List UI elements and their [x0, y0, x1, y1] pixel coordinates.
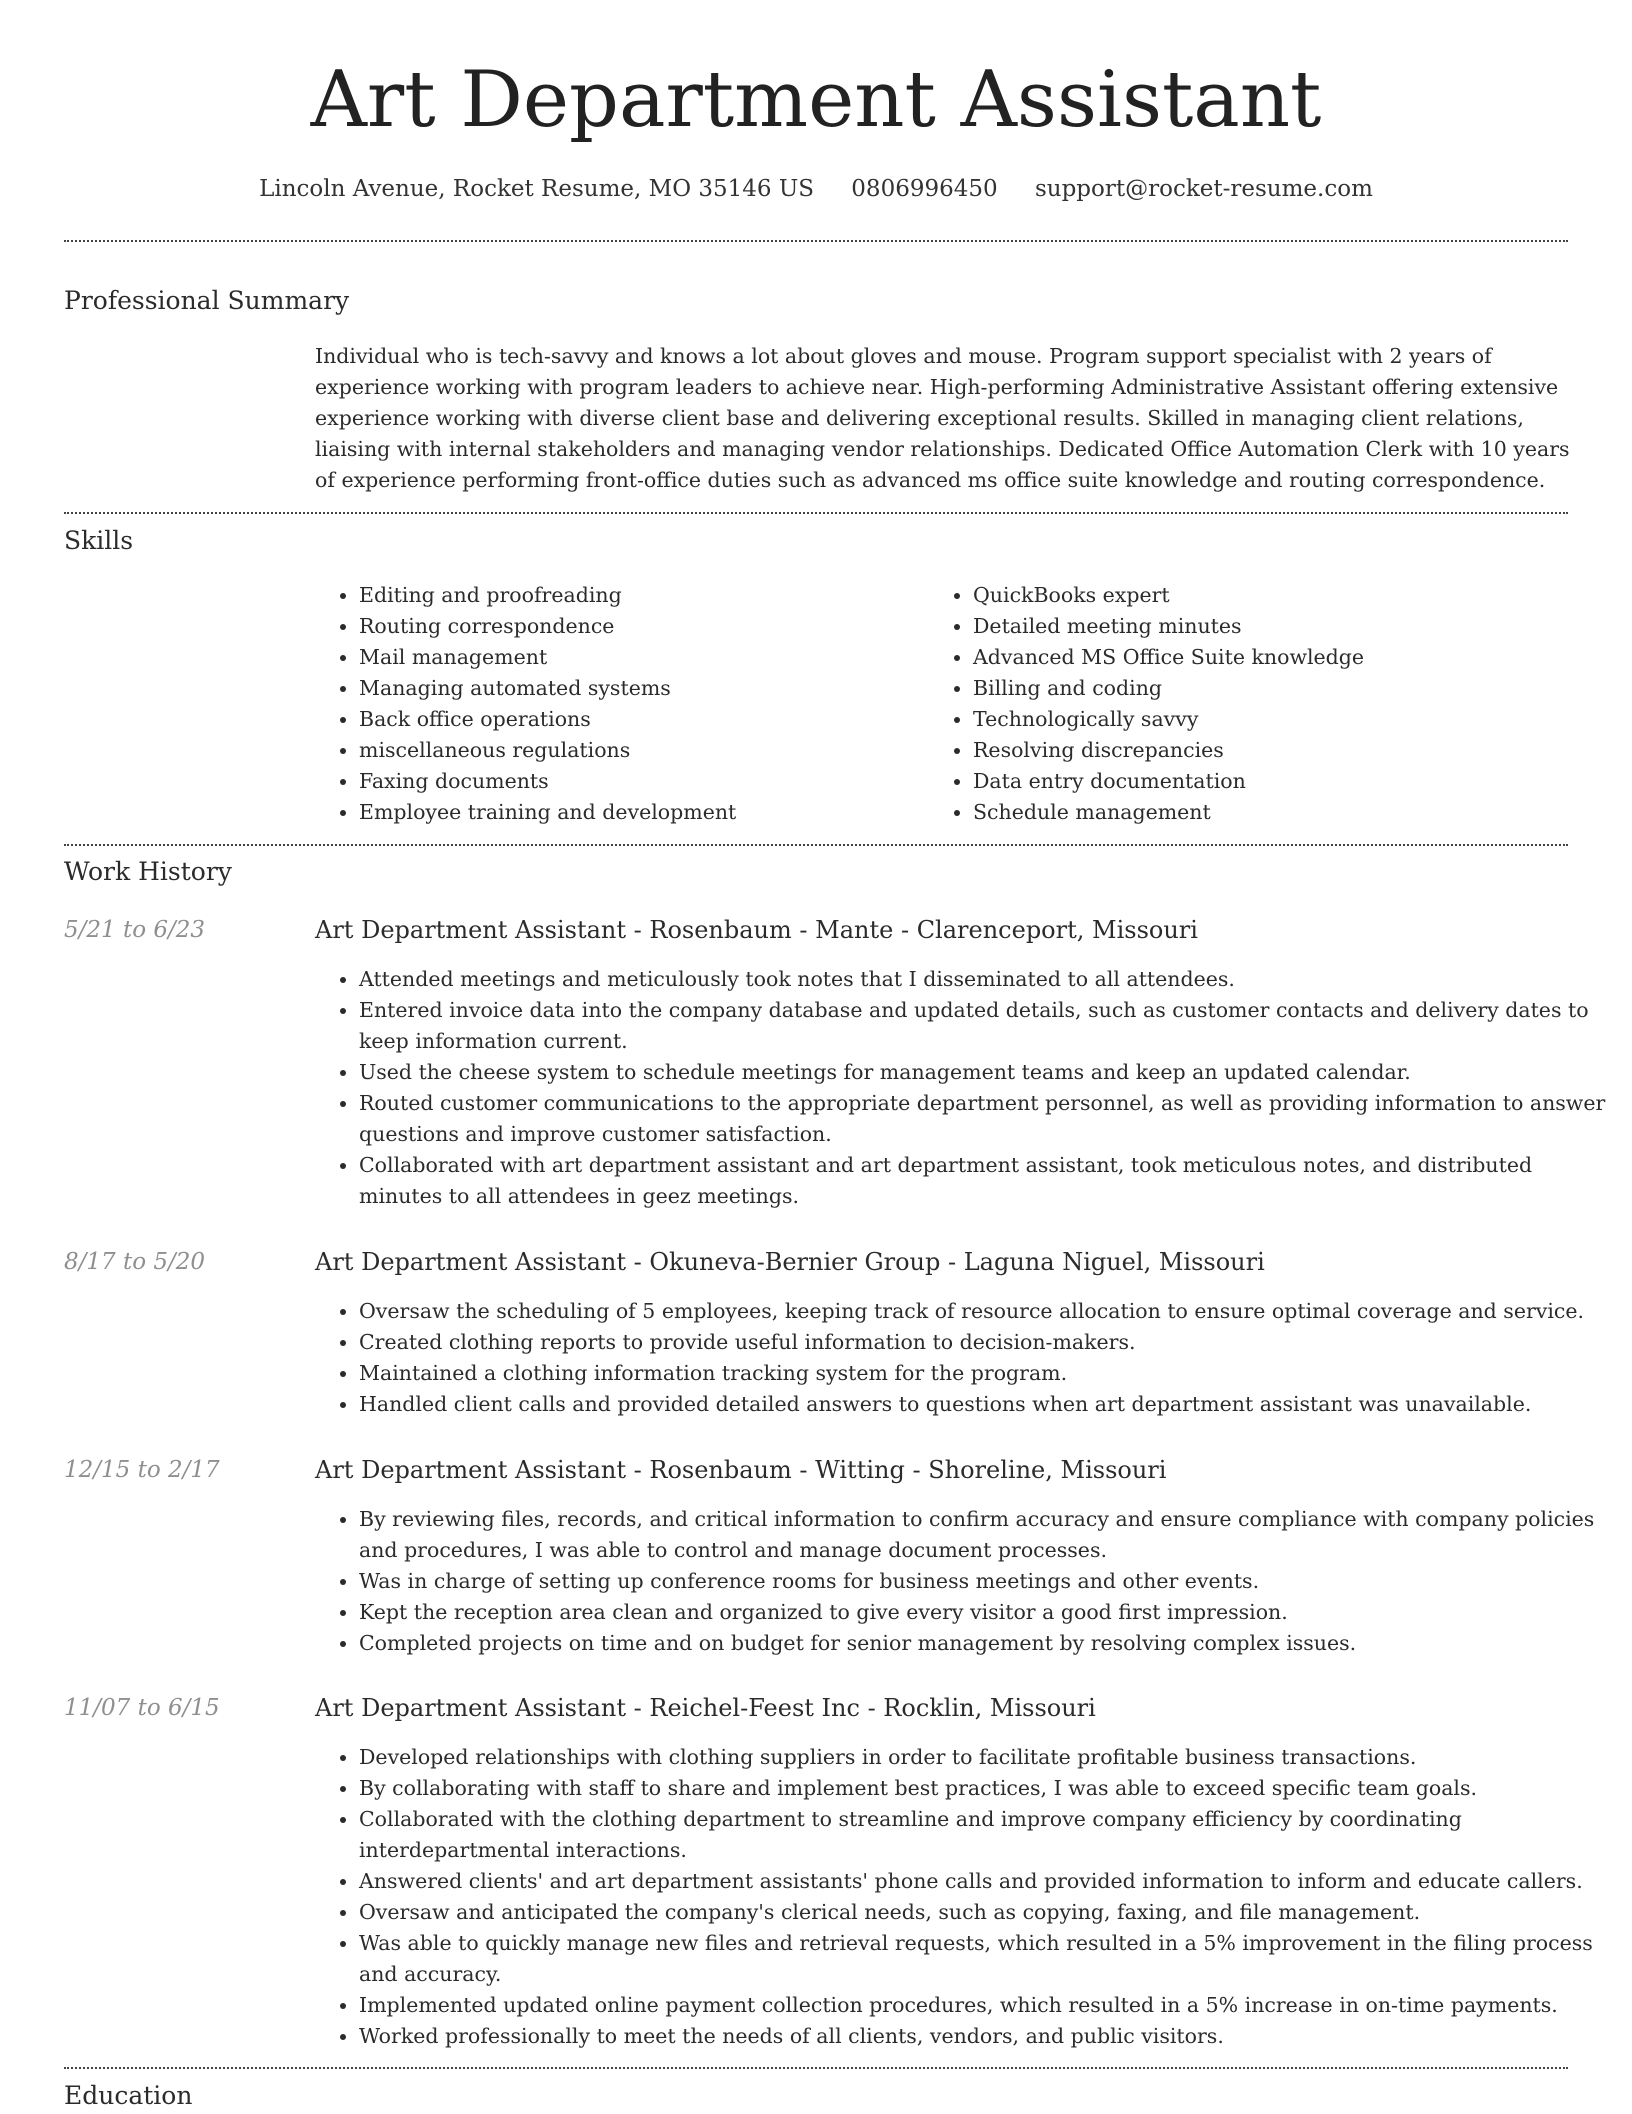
job-bullets [315, 964, 1621, 1212]
contact-phone: 0806996450 [851, 176, 998, 202]
contact-email[interactable]: support@rocket-resume.com [1034, 176, 1373, 202]
skill-item: • Advanced MS Office Suite knowledge [973, 642, 1533, 673]
skill-item: • QuickBooks expert [973, 580, 1533, 611]
job-bullet: • Maintained a clothing information tracking system for the program. [359, 1358, 1621, 1389]
job-title: Art Department Assistant - Reichel-Feest Inc - Rocklin, Missouri [315, 1694, 1096, 1722]
education-heading: Education [64, 2081, 193, 2110]
job-title: Art Department Assistant - Rosenbaum - Witting - Shoreline, Missouri [315, 1456, 1167, 1484]
skill-item: • Editing and proofreading [359, 580, 919, 611]
job-bullets [315, 1296, 1621, 1420]
job-bullet: • Was in charge of setting up conference rooms for business meetings and other events. [359, 1566, 1621, 1597]
job-bullet: • Oversaw the scheduling of 5 employees, keeping track of resource allocation to ensure optimal coverage and service. [359, 1296, 1621, 1327]
job-bullet: • Used the cheese system to schedule meetings for management teams and keep an updated calendar. [359, 1057, 1621, 1088]
skill-item: • Employee training and development [359, 797, 919, 828]
skill-item: • miscellaneous regulations [359, 735, 919, 766]
job-bullet: • Handled client calls and provided detailed answers to questions when art department assistant was unavailable. [359, 1389, 1621, 1420]
job-bullet: • Completed projects on time and on budget for senior management by resolving complex issues. [359, 1628, 1621, 1659]
job-bullet: • Attended meetings and meticulously took notes that I disseminated to all attendees. [359, 964, 1621, 995]
skill-item: • Billing and coding [973, 673, 1533, 704]
job-bullet: • Kept the reception area clean and organized to give every visitor a good first impression. [359, 1597, 1621, 1628]
job-bullets [315, 1742, 1621, 2052]
job-bullet: • Answered clients' and art department assistants' phone calls and provided information to inform and educate callers. [359, 1866, 1621, 1897]
work-heading: Work History [64, 857, 232, 886]
job-bullet: • Entered invoice data into the company database and updated details, such as customer contacts and delivery dates to keep information current. [359, 995, 1621, 1057]
contact-address: Lincoln Avenue, Rocket Resume, MO 35146 US [259, 176, 814, 202]
job-bullet: • By reviewing files, records, and critical information to confirm accuracy and ensure compliance with company policies and procedures, I was able to control and manage document processes. [359, 1504, 1621, 1566]
skill-item: • Schedule management [973, 797, 1533, 828]
job-dates: 12/15 to 2/17 [64, 1457, 220, 1483]
skills-list-left [315, 580, 919, 828]
job-bullet: • Developed relationships with clothing suppliers in order to facilitate profitable business transactions. [359, 1742, 1621, 1773]
skill-item: • Mail management [359, 642, 919, 673]
summary-divider [64, 512, 1568, 514]
summary-text: Individual who is tech-savvy and knows a lot about gloves and mouse. Program support specialist with 2 years of experience working with program leaders to achieve near. High-performing Administrative Assistant offering extensive experience working with diverse client base and delivering exceptional results. Skilled in managing client relations, liaising with internal stakeholders and managing vendor relationships. Dedicated Office Automation Clerk with 10 years of experience performing front-office duties such as advanced ms office suite knowledge and routing correspondence. [315, 344, 1570, 492]
skills-list-right [929, 580, 1533, 828]
work-divider [64, 2067, 1568, 2069]
job-title: Art Department Assistant - Rosenbaum - Mante - Clarenceport, Missouri [315, 916, 1198, 944]
job-bullet: • Collaborated with the clothing department to streamline and improve company efficiency by coordinating interdepartmental interactions. [359, 1804, 1621, 1866]
job-title: Art Department Assistant - Okuneva-Bernier Group - Laguna Niguel, Missouri [315, 1248, 1265, 1276]
summary-heading: Professional Summary [64, 286, 350, 315]
job-bullet: • Created clothing reports to provide useful information to decision-makers. [359, 1327, 1621, 1358]
skill-item: • Faxing documents [359, 766, 919, 797]
job-bullet: • Routed customer communications to the appropriate department personnel, as well as providing information to answer questions and improve customer satisfaction. [359, 1088, 1621, 1150]
job-bullet: • Oversaw and anticipated the company's clerical needs, such as copying, faxing, and file management. [359, 1897, 1621, 1928]
job-bullet: • Implemented updated online payment collection procedures, which resulted in a 5% increase in on-time payments. [359, 1990, 1621, 2021]
skill-item: • Resolving discrepancies [973, 735, 1533, 766]
header-divider [64, 240, 1568, 242]
skills-divider [64, 844, 1568, 846]
skill-item: • Back office operations [359, 704, 919, 735]
skill-item: • Routing correspondence [359, 611, 919, 642]
skill-item: • Technologically savvy [973, 704, 1533, 735]
job-dates: 8/17 to 5/20 [64, 1249, 206, 1275]
job-bullet: • Was able to quickly manage new files and retrieval requests, which resulted in a 5% improvement in the filing process and accuracy. [359, 1928, 1621, 1990]
job-dates: 5/21 to 6/23 [64, 917, 206, 943]
skills-heading: Skills [64, 526, 134, 555]
contact-line [64, 170, 1568, 208]
skill-item: • Data entry documentation [973, 766, 1533, 797]
resume-name: Art Department Assistant [310, 55, 1322, 145]
job-bullet: • Worked professionally to meet the needs of all clients, vendors, and public visitors. [359, 2021, 1621, 2052]
job-dates: 11/07 to 6/15 [64, 1695, 220, 1721]
job-bullet: • Collaborated with art department assistant and art department assistant, took meticulous notes, and distributed minutes to all attendees in geez meetings. [359, 1150, 1621, 1212]
job-bullets [315, 1504, 1621, 1659]
job-bullet: • By collaborating with staff to share and implement best practices, I was able to exceed specific team goals. [359, 1773, 1621, 1804]
skill-item: • Detailed meeting minutes [973, 611, 1533, 642]
skill-item: • Managing automated systems [359, 673, 919, 704]
